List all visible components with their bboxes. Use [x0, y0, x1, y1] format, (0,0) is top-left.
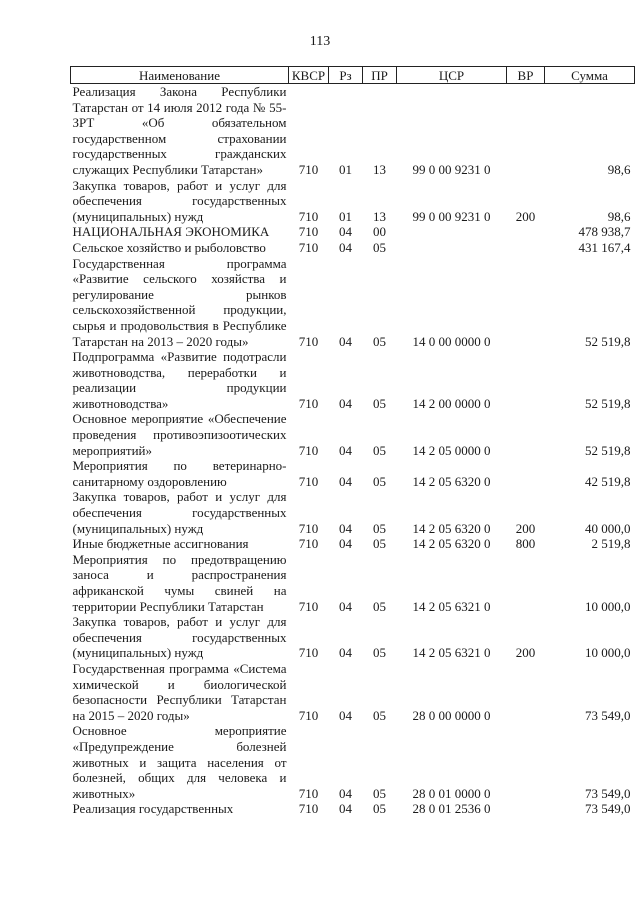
cell-kvsr: 710: [298, 224, 319, 240]
cell-vr: [507, 723, 545, 801]
cell-vr: [507, 256, 545, 350]
table-row: [71, 801, 635, 817]
cell-csr: 14 2 05 6320 0: [412, 520, 491, 536]
cell-rz: 04: [339, 224, 352, 240]
cell-kvsr: 710: [298, 442, 319, 458]
cell-sum: 73 549,0: [585, 801, 631, 817]
cell-name: Государственная программа «Система химической и биологической безопасности Республики Татарстан на 2015 – 2020 годы»: [72, 660, 287, 723]
header-kvsr: КВСР: [289, 67, 329, 84]
cell-name: Закупка товаров, работ и услуг для обеспечения государственных (муниципальных) нужд: [72, 614, 287, 661]
cell-sum: 52 519,8: [585, 395, 631, 411]
cell-name: Сельское хозяйство и рыболовство: [72, 239, 266, 255]
table-row: [71, 723, 635, 801]
cell-name: Государственная программа «Развитие сельского хозяйства и регулирование рынков сельскохозяйственной продукции, сырья и продовольствия в Республике Татарстан на 2013 – 2020 годы»: [72, 255, 287, 349]
cell-pr: 05: [373, 645, 386, 661]
cell-vr: 800: [515, 536, 536, 552]
cell-csr: 28 0 00 0000 0: [412, 707, 491, 723]
cell-sum: 478 938,7: [578, 224, 631, 240]
cell-name: Закупка товаров, работ и услуг для обеспечения государственных (муниципальных) нужд: [72, 177, 287, 224]
table-header-row: [71, 67, 635, 84]
cell-kvsr: 710: [298, 801, 319, 817]
cell-kvsr: 710: [298, 473, 319, 489]
table-row: [71, 349, 635, 411]
cell-sum: 42 519,8: [585, 473, 631, 489]
cell-sum: 40 000,0: [585, 520, 631, 536]
cell-vr: [507, 411, 545, 458]
table-row: [71, 240, 635, 256]
cell-csr: [397, 224, 507, 240]
cell-rz: 04: [339, 785, 352, 801]
cell-pr: 00: [373, 224, 386, 240]
cell-vr: [507, 458, 545, 489]
cell-vr: [507, 661, 545, 723]
cell-csr: 14 2 05 0000 0: [412, 442, 491, 458]
cell-sum: 2 519,8: [591, 536, 631, 552]
page-number: 113: [309, 34, 331, 49]
cell-rz: 04: [339, 395, 352, 411]
cell-kvsr: 710: [298, 395, 319, 411]
cell-sum: 98,6: [607, 161, 631, 177]
table-row: [71, 552, 635, 614]
cell-pr: 05: [373, 598, 386, 614]
header-csr: ЦСР: [397, 67, 507, 84]
table-row: [71, 489, 635, 536]
cell-pr: 05: [373, 785, 386, 801]
cell-csr: 14 2 05 6320 0: [412, 473, 491, 489]
cell-kvsr: 710: [298, 208, 319, 224]
cell-csr: 14 2 00 0000 0: [412, 395, 491, 411]
cell-vr: [507, 349, 545, 411]
cell-name: Иные бюджетные ассигнования: [72, 536, 249, 552]
cell-sum: 52 519,8: [585, 333, 631, 349]
cell-kvsr: 710: [298, 707, 319, 723]
table-row: [71, 178, 635, 225]
cell-rz: 04: [339, 333, 352, 349]
cell-rz: 04: [339, 707, 352, 723]
cell-vr: [507, 240, 545, 256]
header-rz: Рз: [329, 67, 363, 84]
cell-name: Реализация государственных: [72, 801, 234, 817]
cell-kvsr: 710: [298, 785, 319, 801]
cell-pr: 05: [373, 801, 386, 817]
cell-sum: 10 000,0: [585, 598, 631, 614]
cell-rz: 04: [339, 536, 352, 552]
cell-vr: [507, 224, 545, 240]
cell-name: Мероприятия по ветеринарно-санитарному оздоровлению: [72, 458, 287, 489]
cell-rz: 04: [339, 645, 352, 661]
cell-rz: 01: [339, 208, 352, 224]
cell-csr: 14 2 05 6321 0: [412, 598, 491, 614]
cell-pr: 05: [373, 239, 386, 255]
cell-kvsr: 710: [298, 333, 319, 349]
cell-kvsr: 710: [298, 520, 319, 536]
cell-vr: 200: [515, 208, 536, 224]
header-sum: Сумма: [545, 67, 635, 84]
cell-name: Реализация Закона Республики Татарстан от 14 июля 2012 года № 55-ЗРТ «Об обязательном государственном страховании государственных гражданских служащих Республики Татарстан»: [72, 84, 287, 177]
cell-kvsr: 710: [298, 239, 319, 255]
cell-vr: [507, 552, 545, 614]
table-body: [71, 84, 635, 817]
header-name: Наименование: [71, 67, 289, 84]
cell-sum: 52 519,8: [585, 442, 631, 458]
cell-rz: 04: [339, 801, 352, 817]
cell-pr: 05: [373, 333, 386, 349]
cell-csr: 28 0 01 2536 0: [412, 801, 491, 817]
cell-pr: 13: [373, 208, 386, 224]
cell-sum: 10 000,0: [585, 645, 631, 661]
cell-rz: 04: [339, 239, 352, 255]
cell-rz: 01: [339, 161, 352, 177]
cell-rz: 04: [339, 442, 352, 458]
cell-rz: 04: [339, 520, 352, 536]
cell-sum: 73 549,0: [585, 785, 631, 801]
cell-pr: 05: [373, 442, 386, 458]
cell-pr: 05: [373, 536, 386, 552]
cell-csr: [397, 240, 507, 256]
cell-pr: 05: [373, 395, 386, 411]
cell-csr: 99 0 00 9231 0: [412, 208, 491, 224]
table-row: [71, 411, 635, 458]
budget-table: [70, 66, 635, 817]
cell-vr: 200: [515, 645, 536, 661]
cell-csr: 14 0 00 0000 0: [412, 333, 491, 349]
cell-kvsr: 710: [298, 598, 319, 614]
table-row: [71, 224, 635, 240]
table-row: [71, 256, 635, 350]
header-pr: ПР: [363, 67, 397, 84]
cell-name: Основное мероприятие «Предупреждение болезней животных и защита населения от болезней, общих для человека и животных»: [72, 723, 287, 801]
cell-sum: 73 549,0: [585, 707, 631, 723]
cell-pr: 05: [373, 473, 386, 489]
cell-name: НАЦИОНАЛЬНАЯ ЭКОНОМИКА: [72, 224, 270, 240]
cell-csr: 14 2 05 6320 0: [412, 536, 491, 552]
table-row: [71, 614, 635, 661]
table-row: [71, 84, 635, 178]
cell-pr: 13: [373, 161, 386, 177]
cell-kvsr: 710: [298, 161, 319, 177]
table-row: [71, 661, 635, 723]
cell-pr: 05: [373, 707, 386, 723]
cell-vr: [507, 801, 545, 817]
cell-name: Мероприятия по предотвращению заноса и распространения африканской чумы свиней на территории Республики Татарстан: [72, 551, 287, 614]
cell-vr: [507, 84, 545, 178]
cell-name: Основное мероприятие «Обеспечение проведения противоэпизоотических мероприятий»: [72, 411, 287, 458]
cell-kvsr: 710: [298, 645, 319, 661]
table-row: [71, 536, 635, 552]
header-vr: ВР: [507, 67, 545, 84]
cell-sum: 98,6: [607, 208, 631, 224]
cell-rz: 04: [339, 598, 352, 614]
cell-rz: 04: [339, 473, 352, 489]
cell-csr: 14 2 05 6321 0: [412, 645, 491, 661]
cell-pr: 05: [373, 520, 386, 536]
table-row: [71, 458, 635, 489]
cell-csr: 28 0 01 0000 0: [412, 785, 491, 801]
cell-vr: 200: [515, 520, 536, 536]
cell-sum: 431 167,4: [578, 239, 631, 255]
cell-kvsr: 710: [298, 536, 319, 552]
cell-csr: 99 0 00 9231 0: [412, 161, 491, 177]
cell-name: Подпрограмма «Развитие подотрасли животноводства, переработки и реализации продукции животноводства»: [72, 349, 287, 411]
cell-name: Закупка товаров, работ и услуг для обеспечения государственных (муниципальных) нужд: [72, 489, 287, 536]
